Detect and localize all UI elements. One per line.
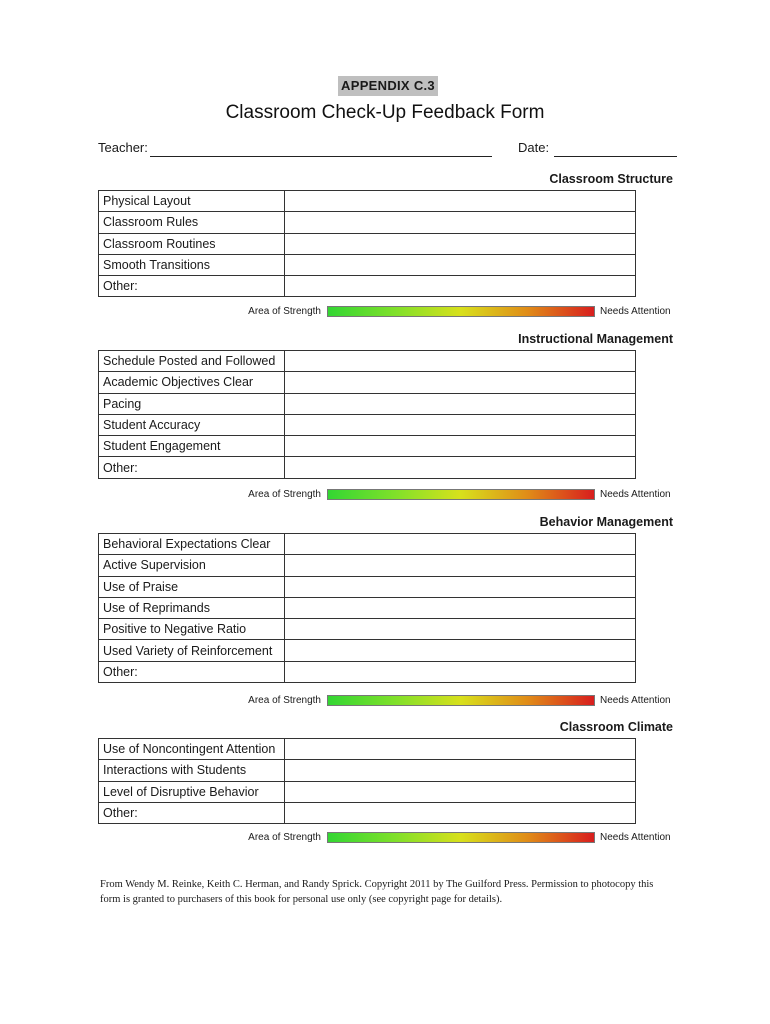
gradient-bar <box>327 306 595 317</box>
section-title-climate: Classroom Climate <box>559 720 673 734</box>
item-label: Physical Layout <box>99 191 285 212</box>
table-row <box>99 555 636 576</box>
rating-cell[interactable] <box>285 372 636 393</box>
strength-label: Area of Strength <box>248 695 321 706</box>
section-title-structure: Classroom Structure <box>549 172 673 186</box>
rating-table-instructional <box>98 350 636 479</box>
strength-label: Area of Strength <box>248 489 321 500</box>
rating-scale <box>0 831 770 845</box>
section-title-behavior: Behavior Management <box>539 515 673 529</box>
table-row <box>99 372 636 393</box>
item-label: Active Supervision <box>99 555 285 576</box>
rating-cell[interactable] <box>285 414 636 435</box>
gradient-bar <box>327 695 595 706</box>
teacher-field[interactable] <box>150 156 492 157</box>
rating-table-climate <box>98 738 636 824</box>
table-row <box>99 233 636 254</box>
rating-table-structure <box>98 190 636 297</box>
rating-cell[interactable] <box>285 351 636 372</box>
rating-cell[interactable] <box>285 457 636 478</box>
rating-scale <box>0 305 770 319</box>
rating-cell[interactable] <box>285 640 636 661</box>
rating-cell[interactable] <box>285 576 636 597</box>
rating-cell[interactable] <box>285 436 636 457</box>
attention-label: Needs Attention <box>600 306 671 317</box>
table-row <box>99 414 636 435</box>
item-label: Other: <box>99 276 285 297</box>
table-row <box>99 436 636 457</box>
rating-cell[interactable] <box>285 191 636 212</box>
rating-cell[interactable] <box>285 534 636 555</box>
rating-cell[interactable] <box>285 619 636 640</box>
strength-label: Area of Strength <box>248 306 321 317</box>
table-row <box>99 351 636 372</box>
date-label: Date: <box>518 140 550 155</box>
table-row <box>99 619 636 640</box>
item-label: Smooth Transitions <box>99 254 285 275</box>
item-label: Classroom Rules <box>99 212 285 233</box>
table-row <box>99 276 636 297</box>
rating-cell[interactable] <box>285 254 636 275</box>
rating-cell[interactable] <box>285 597 636 618</box>
form-title: Classroom Check-Up Feedback Form <box>225 102 545 123</box>
table-row <box>99 781 636 802</box>
item-label: Classroom Routines <box>99 233 285 254</box>
rating-cell[interactable] <box>285 781 636 802</box>
table-row <box>99 457 636 478</box>
strength-label: Area of Strength <box>248 832 321 843</box>
item-label: Use of Noncontingent Attention <box>99 739 285 760</box>
item-label: Student Accuracy <box>99 414 285 435</box>
rating-cell[interactable] <box>285 555 636 576</box>
item-label: Level of Disruptive Behavior <box>99 781 285 802</box>
item-label: Student Engagement <box>99 436 285 457</box>
rating-cell[interactable] <box>285 393 636 414</box>
table-row <box>99 534 636 555</box>
table-row <box>99 191 636 212</box>
date-field[interactable] <box>554 156 677 157</box>
table-row <box>99 739 636 760</box>
table-row <box>99 576 636 597</box>
table-row <box>99 640 636 661</box>
table-row <box>99 393 636 414</box>
teacher-label: Teacher: <box>98 140 148 155</box>
rating-cell[interactable] <box>285 760 636 781</box>
rating-cell[interactable] <box>285 661 636 682</box>
table-row <box>99 661 636 682</box>
item-label: Use of Praise <box>99 576 285 597</box>
item-label: Positive to Negative Ratio <box>99 619 285 640</box>
appendix-label: APPENDIX C.3 <box>338 76 438 96</box>
attention-label: Needs Attention <box>600 832 671 843</box>
item-label: Used Variety of Reinforcement <box>99 640 285 661</box>
rating-cell[interactable] <box>285 739 636 760</box>
rating-cell[interactable] <box>285 802 636 823</box>
item-label: Other: <box>99 802 285 823</box>
table-row <box>99 254 636 275</box>
rating-scale <box>0 488 770 502</box>
item-label: Other: <box>99 661 285 682</box>
item-label: Academic Objectives Clear <box>99 372 285 393</box>
gradient-bar <box>327 832 595 843</box>
attention-label: Needs Attention <box>600 489 671 500</box>
table-row <box>99 802 636 823</box>
table-row <box>99 597 636 618</box>
rating-cell[interactable] <box>285 233 636 254</box>
item-label: Pacing <box>99 393 285 414</box>
section-title-instructional: Instructional Management <box>518 332 673 346</box>
attention-label: Needs Attention <box>600 695 671 706</box>
item-label: Behavioral Expectations Clear <box>99 534 285 555</box>
rating-scale <box>0 694 770 708</box>
item-label: Use of Reprimands <box>99 597 285 618</box>
rating-cell[interactable] <box>285 276 636 297</box>
table-row <box>99 212 636 233</box>
item-label: Interactions with Students <box>99 760 285 781</box>
item-label: Schedule Posted and Followed <box>99 351 285 372</box>
rating-table-behavior <box>98 533 636 683</box>
table-row <box>99 760 636 781</box>
rating-cell[interactable] <box>285 212 636 233</box>
item-label: Other: <box>99 457 285 478</box>
gradient-bar <box>327 489 595 500</box>
copyright-footer: From Wendy M. Reinke, Keith C. Herman, and Randy Sprick. Copyright 2011 by The Guilford Press. Permission to photocopy this form is granted to purchasers of this book for personal use only (see copyright page for details). <box>100 879 654 905</box>
